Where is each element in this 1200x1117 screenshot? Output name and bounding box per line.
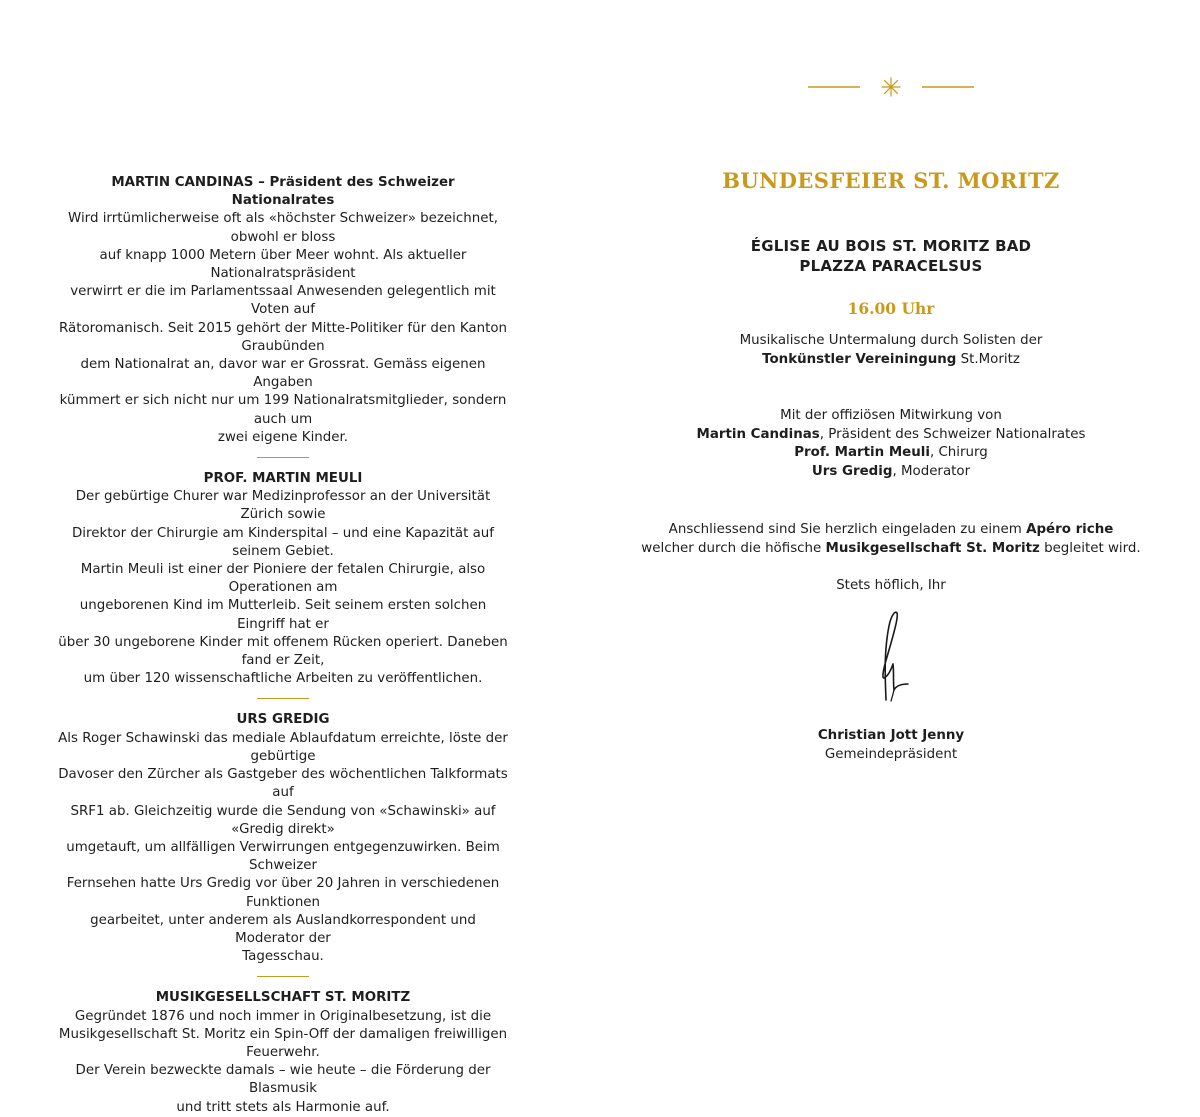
music-line	[636, 351, 1146, 370]
body-line: Wird irrtümlicherweise oft als «höchster Schweizer» bezeichnet, obwohl er bloss	[68, 211, 498, 245]
section-body	[58, 488, 508, 688]
body-line: und tritt stets als Harmonie auf.	[176, 1099, 390, 1115]
body-line: gearbeitet, unter anderem als Auslandkorrespondent und Moderator der	[90, 912, 476, 946]
accompany-line	[636, 540, 1146, 559]
body-line: Der gebürtige Churer war Medizinprofessor an der Universität Zürich sowie	[75, 489, 491, 523]
section-heading: PROF. MARTIN MEULI	[203, 471, 363, 487]
accompany-rest: begleitet wird.	[1039, 540, 1141, 556]
participant-name: Martin Candinas	[696, 426, 820, 442]
right-column	[636, 0, 1146, 848]
gold-divider	[257, 457, 309, 458]
section-body	[58, 730, 508, 967]
body-line: Der Verein bezweckte damals – wie heute – die Förderung der Blasmusik	[75, 1063, 491, 1097]
signer-name: Christian Jott Jenny	[817, 728, 965, 743]
section-gredig	[58, 711, 508, 966]
section-body	[58, 210, 508, 447]
section-meuli	[58, 470, 508, 688]
page-title: BUNDESFEIER ST. MORITZ	[722, 168, 1060, 193]
body-line: auf knapp 1000 Metern über Meer wohnt. Als aktueller Nationalratspräsident	[99, 247, 467, 282]
venue	[636, 236, 1146, 276]
asterisk-ornament-icon	[636, 72, 1146, 102]
music-line: Musikalische Untermalung durch Solisten der	[739, 333, 1043, 348]
body-line: Fernsehen hatte Urs Gredig vor über 20 Jahren in verschiedenen Funktionen	[66, 876, 500, 910]
ensemble-name: Tonkünstler Vereiningung	[762, 351, 957, 367]
body-line: Davoser den Zürcher als Gastgeber des wöchentlichen Talkformats auf	[58, 767, 508, 801]
invite-line	[636, 521, 1146, 540]
body-line: Tagesschau.	[242, 949, 324, 965]
participant-role: , Präsident des Schweizer Nationalrates	[819, 426, 1086, 442]
participant-role: , Moderator	[892, 463, 971, 479]
section-candinas	[58, 174, 508, 447]
band-name: Musikgesellschaft St. Moritz	[825, 540, 1040, 556]
body-line: verwirrt er die im Parlamentssaal Anwesenden gelegentlich mit Voten auf	[70, 284, 496, 318]
body-line: Als Roger Schawinski das mediale Ablaufdatum erreichte, löste der gebürtige	[58, 730, 508, 764]
section-heading: MARTIN CANDINAS – Präsident des Schweizer Nationalrates	[111, 175, 455, 209]
invite-text: Anschliessend sind Sie herzlich eingeladen zu einem	[668, 522, 1027, 537]
accompany-text: welcher durch die höfische	[641, 540, 826, 556]
gold-divider	[257, 976, 309, 977]
participant	[636, 426, 1146, 445]
body-line: Direktor der Chirurgie am Kinderspital – und eine Kapazität auf seinem Gebiet.	[71, 525, 495, 559]
body-line: Rätoromanisch. Seit 2015 gehört der Mitte-Politiker für den Kanton Graubünden	[58, 320, 508, 354]
section-body	[58, 1008, 508, 1117]
venue-line: ÉGLISE AU BOIS ST. MORITZ BAD	[750, 237, 1032, 255]
participant-name: Prof. Martin Meuli	[794, 445, 930, 461]
participant	[636, 444, 1146, 463]
participant	[636, 463, 1146, 482]
gold-divider	[257, 698, 309, 699]
section-musikgesellschaft	[58, 989, 508, 1116]
section-heading: MUSIKGESELLSCHAFT ST. MORITZ	[155, 990, 411, 1006]
signer-title: Gemeindepräsident	[824, 746, 958, 762]
body-line: Musikgesellschaft St. Moritz ein Spin-Off der damaligen freiwilligen Feuerwehr.	[58, 1026, 508, 1060]
body-line: um über 120 wissenschaftliche Arbeiten zu veröffentlichen.	[83, 671, 483, 687]
venue-line: PLAZZA PARACELSUS	[799, 257, 983, 275]
body-line: umgetauft, um allfälligen Verwirrungen entgegenzuwirken. Beim Schweizer	[66, 839, 500, 874]
ensemble-location: St.Moritz	[956, 351, 1020, 367]
signature-icon	[856, 606, 926, 704]
invitation	[636, 521, 1146, 558]
music-info	[636, 332, 1146, 369]
participants	[636, 407, 1146, 481]
body-line: ungeborenen Kind im Mutterleib. Seit seinem ersten solchen Eingriff hat er	[79, 598, 487, 632]
body-line: kümmert er sich nicht nur um 199 Nationalratsmitglieder, sondern auch um	[59, 393, 507, 427]
body-line: dem Nationalrat an, davor war er Grossrat. Gemäss eigenen Angaben	[80, 357, 486, 391]
body-line: Martin Meuli ist einer der Pioniere der fetalen Chirurgie, also Operationen am	[80, 562, 486, 596]
body-line: über 30 ungeborene Kinder mit offenem Rücken operiert. Daneben fand er Zeit,	[58, 634, 508, 669]
section-heading: URS GREDIG	[236, 712, 330, 728]
left-column	[58, 174, 508, 1117]
event-time: 16.00 Uhr	[847, 299, 935, 318]
body-line: SRF1 ab. Gleichzeitig wurde die Sendung von «Schawinski» auf «Gredig direkt»	[70, 803, 496, 837]
body-line: Gegründet 1876 und noch immer in Originalbesetzung, ist die	[74, 1008, 492, 1024]
closing: Stets höflich, Ihr	[836, 578, 946, 593]
participant-role: , Chirurg	[929, 445, 988, 461]
apero-label: Apéro riche	[1026, 522, 1114, 537]
body-line: zwei eigene Kinder.	[217, 429, 349, 445]
signer	[636, 727, 1146, 764]
participants-intro: Mit der offiziösen Mitwirkung von	[780, 408, 1002, 423]
participant-name: Urs Gredig	[811, 463, 893, 479]
